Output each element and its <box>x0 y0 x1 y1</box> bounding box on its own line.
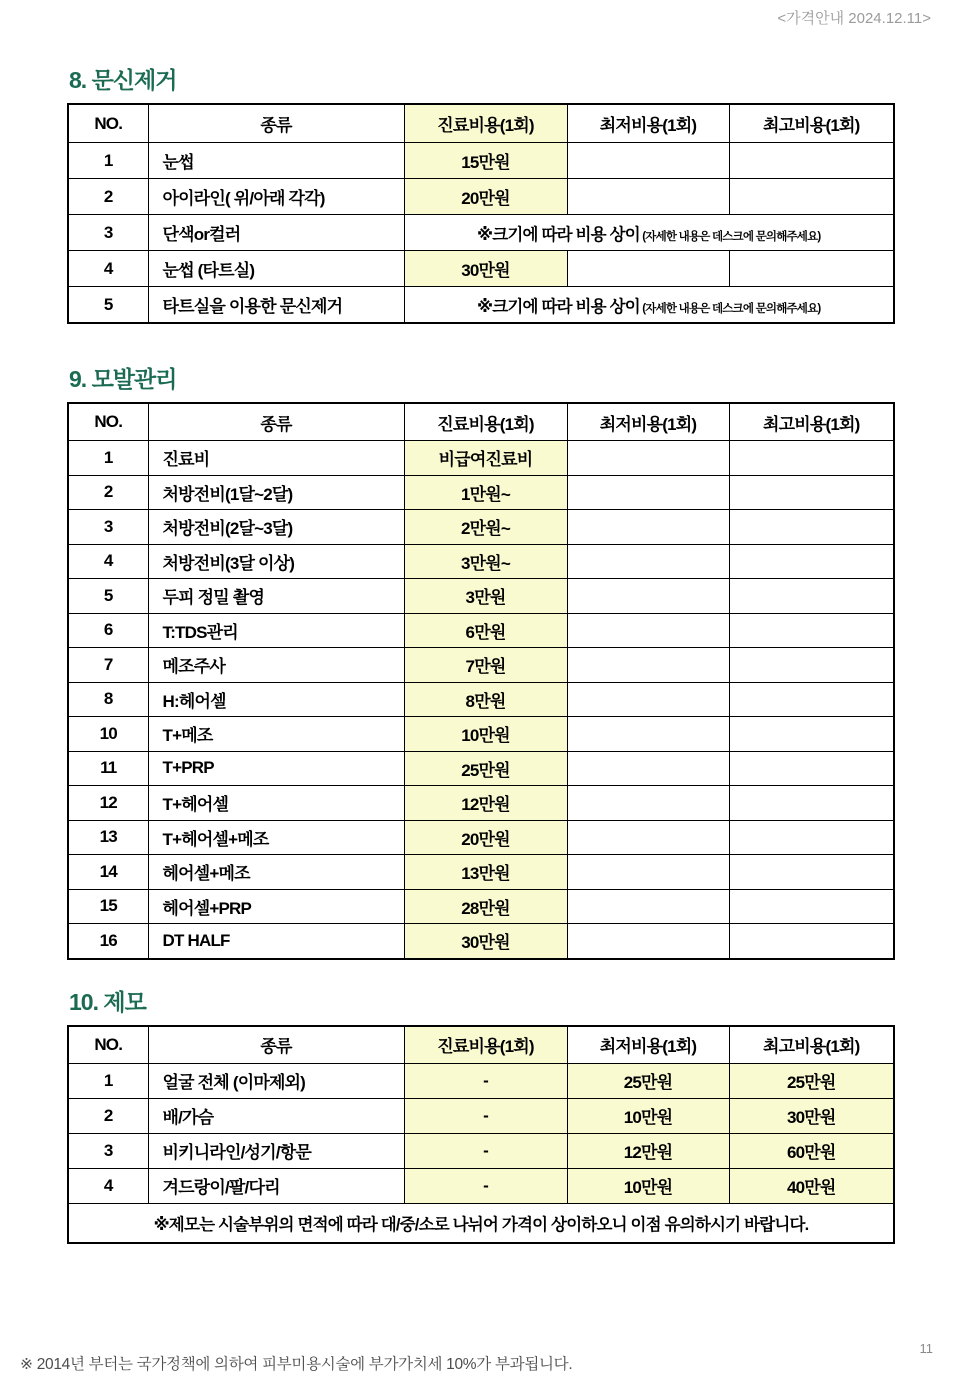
row-price-note <box>404 287 894 324</box>
row-item-name: 눈썹 (타트실) <box>148 251 404 287</box>
table-header-row <box>68 1026 894 1064</box>
table-row <box>68 215 894 251</box>
row-item-name: 단색or컬러 <box>148 215 404 251</box>
row-treatment-cost: 10만원 <box>404 717 567 752</box>
row-item-name: 눈썹 <box>148 143 404 179</box>
note-main-text: ※크기에 따라 비용 상이 <box>477 225 640 244</box>
row-max-cost <box>729 579 894 614</box>
row-max-cost <box>729 751 894 786</box>
page-number: 11 <box>919 1341 933 1356</box>
row-treatment-cost: 3만원~ <box>404 544 567 579</box>
row-treatment-cost: 2만원~ <box>404 510 567 545</box>
section-title-hair-care: 9. 모발관리 <box>69 366 177 392</box>
table-header-row <box>68 403 894 441</box>
column-header: 최저비용(1회) <box>567 403 729 441</box>
row-number: 1 <box>68 1063 148 1098</box>
table-row <box>68 251 894 287</box>
content-area <box>67 66 893 1244</box>
row-treatment-cost: 30만원 <box>404 251 567 287</box>
row-number: 3 <box>68 510 148 545</box>
table-row <box>68 855 894 890</box>
table-row <box>68 544 894 579</box>
row-min-cost <box>567 889 729 924</box>
column-header: 진료비용(1회) <box>404 1026 567 1064</box>
table-row <box>68 1063 894 1098</box>
row-treatment-cost: 12만원 <box>404 786 567 821</box>
row-number: 8 <box>68 682 148 717</box>
row-max-cost <box>729 855 894 890</box>
row-item-name: 헤어셀+PRP <box>148 889 404 924</box>
row-number: 2 <box>68 179 148 215</box>
row-max-cost: 30만원 <box>729 1098 894 1133</box>
price-table-hair-removal <box>67 1025 895 1244</box>
row-treatment-cost: - <box>404 1098 567 1133</box>
row-min-cost <box>567 613 729 648</box>
row-number: 5 <box>68 579 148 614</box>
table-row <box>68 510 894 545</box>
row-number: 2 <box>68 475 148 510</box>
table-row <box>68 820 894 855</box>
column-header: 최저비용(1회) <box>567 1026 729 1064</box>
row-max-cost <box>729 613 894 648</box>
note-main-text: ※크기에 따라 비용 상이 <box>477 297 640 316</box>
row-max-cost <box>729 510 894 545</box>
row-item-name: 배/가슴 <box>148 1098 404 1133</box>
table-row <box>68 786 894 821</box>
table-row <box>68 648 894 683</box>
row-item-name: 헤어셀+메조 <box>148 855 404 890</box>
table-row <box>68 924 894 959</box>
price-table-tattoo-removal <box>67 103 895 324</box>
row-item-name: H:헤어셀 <box>148 682 404 717</box>
column-header: 종류 <box>148 1026 404 1064</box>
row-item-name: 처방전비(1달~2달) <box>148 475 404 510</box>
row-treatment-cost: 3만원 <box>404 579 567 614</box>
row-treatment-cost: 8만원 <box>404 682 567 717</box>
row-max-cost: 25만원 <box>729 1063 894 1098</box>
row-min-cost <box>567 441 729 476</box>
row-treatment-cost: - <box>404 1133 567 1168</box>
note-sub-text: (자세한 내용은 데스크에 문의해주세요) <box>639 302 821 315</box>
row-treatment-cost: 15만원 <box>404 143 567 179</box>
row-item-name: 진료비 <box>148 441 404 476</box>
column-header: 종류 <box>148 104 404 143</box>
row-min-cost <box>567 924 729 959</box>
table-row <box>68 179 894 215</box>
row-min-cost <box>567 579 729 614</box>
column-header: 종류 <box>148 403 404 441</box>
row-max-cost <box>729 544 894 579</box>
row-min-cost: 10만원 <box>567 1098 729 1133</box>
column-header: NO. <box>68 104 148 143</box>
section-title-hair-removal: 10. 제모 <box>69 988 146 1015</box>
row-treatment-cost: - <box>404 1168 567 1203</box>
row-treatment-cost: 30만원 <box>404 924 567 959</box>
table-header-row <box>68 104 894 143</box>
row-min-cost: 12만원 <box>567 1133 729 1168</box>
row-number: 5 <box>68 287 148 324</box>
row-number: 1 <box>68 143 148 179</box>
row-item-name: 아이라인( 위/아래 각각) <box>148 179 404 215</box>
row-number: 2 <box>68 1098 148 1133</box>
vat-footnote: ※ 2014년 부터는 국가정책에 의하여 피부미용시술에 부가가치세 10%가 부과됩니다. <box>20 1356 573 1373</box>
table-row <box>68 751 894 786</box>
table-row <box>68 1168 894 1203</box>
row-min-cost <box>567 143 729 179</box>
table-row <box>68 441 894 476</box>
row-max-cost <box>729 682 894 717</box>
table-row <box>68 1098 894 1133</box>
row-number: 16 <box>68 924 148 959</box>
row-min-cost <box>567 475 729 510</box>
row-item-name: T:TDS관리 <box>148 613 404 648</box>
row-treatment-cost: 20만원 <box>404 820 567 855</box>
row-number: 14 <box>68 855 148 890</box>
row-max-cost <box>729 179 894 215</box>
row-min-cost <box>567 251 729 287</box>
column-header: NO. <box>68 1026 148 1064</box>
row-treatment-cost: - <box>404 1063 567 1098</box>
row-min-cost <box>567 648 729 683</box>
price-guide-date: <가격안내 2024.12.11> <box>777 10 931 27</box>
row-min-cost <box>567 544 729 579</box>
row-number: 12 <box>68 786 148 821</box>
column-header: 진료비용(1회) <box>404 104 567 143</box>
row-item-name: 타트실을 이용한 문신제거 <box>148 287 404 324</box>
price-table-hair-care <box>67 402 895 960</box>
table-row <box>68 717 894 752</box>
row-treatment-cost: 28만원 <box>404 889 567 924</box>
row-item-name: T+헤어셀+메조 <box>148 820 404 855</box>
table-row <box>68 143 894 179</box>
row-number: 11 <box>68 751 148 786</box>
row-number: 4 <box>68 1168 148 1203</box>
section-hair-care <box>67 365 893 960</box>
row-max-cost <box>729 889 894 924</box>
row-min-cost: 10만원 <box>567 1168 729 1203</box>
row-number: 4 <box>68 251 148 287</box>
row-max-cost <box>729 924 894 959</box>
row-min-cost <box>567 179 729 215</box>
row-item-name: 두피 정밀 촬영 <box>148 579 404 614</box>
section-hair-removal <box>67 988 893 1244</box>
table-row <box>68 475 894 510</box>
row-number: 3 <box>68 215 148 251</box>
row-max-cost <box>729 143 894 179</box>
row-min-cost <box>567 717 729 752</box>
table-footnote: ※제모는 시술부위의 면적에 따라 대/중/소로 나뉘어 가격이 상이하오니 이점 유의하시기 바랍니다. <box>68 1203 894 1243</box>
row-max-cost: 40만원 <box>729 1168 894 1203</box>
row-number: 1 <box>68 441 148 476</box>
row-item-name: T+PRP <box>148 751 404 786</box>
section-tattoo-removal <box>67 66 893 324</box>
row-item-name: 메조주사 <box>148 648 404 683</box>
column-header: NO. <box>68 403 148 441</box>
row-min-cost <box>567 751 729 786</box>
row-treatment-cost: 1만원~ <box>404 475 567 510</box>
column-header: 최저비용(1회) <box>567 104 729 143</box>
row-item-name: 얼굴 전체 (이마제외) <box>148 1063 404 1098</box>
table-row <box>68 889 894 924</box>
row-treatment-cost: 6만원 <box>404 613 567 648</box>
row-item-name: 처방전비(2달~3달) <box>148 510 404 545</box>
row-number: 13 <box>68 820 148 855</box>
row-min-cost: 25만원 <box>567 1063 729 1098</box>
row-max-cost: 60만원 <box>729 1133 894 1168</box>
section-title-tattoo-removal: 8. 문신제거 <box>69 67 177 93</box>
row-max-cost <box>729 648 894 683</box>
row-number: 7 <box>68 648 148 683</box>
table-row <box>68 613 894 648</box>
row-treatment-cost: 비급여진료비 <box>404 441 567 476</box>
row-number: 4 <box>68 544 148 579</box>
column-header: 진료비용(1회) <box>404 403 567 441</box>
table-row <box>68 682 894 717</box>
row-min-cost <box>567 820 729 855</box>
column-header: 최고비용(1회) <box>729 1026 894 1064</box>
row-max-cost <box>729 786 894 821</box>
row-number: 6 <box>68 613 148 648</box>
row-item-name: DT HALF <box>148 924 404 959</box>
row-max-cost <box>729 717 894 752</box>
note-sub-text: (자세한 내용은 데스크에 문의해주세요) <box>639 230 821 243</box>
table-row <box>68 579 894 614</box>
row-max-cost <box>729 441 894 476</box>
row-max-cost <box>729 475 894 510</box>
row-treatment-cost: 20만원 <box>404 179 567 215</box>
table-row <box>68 287 894 324</box>
row-item-name: 비키니라인/성기/항문 <box>148 1133 404 1168</box>
row-item-name: T+헤어셀 <box>148 786 404 821</box>
row-min-cost <box>567 855 729 890</box>
row-min-cost <box>567 510 729 545</box>
row-item-name: T+메조 <box>148 717 404 752</box>
row-treatment-cost: 25만원 <box>404 751 567 786</box>
row-treatment-cost: 7만원 <box>404 648 567 683</box>
table-footer-row <box>68 1203 894 1243</box>
column-header: 최고비용(1회) <box>729 403 894 441</box>
column-header: 최고비용(1회) <box>729 104 894 143</box>
row-item-name: 겨드랑이/팔/다리 <box>148 1168 404 1203</box>
table-row <box>68 1133 894 1168</box>
row-number: 3 <box>68 1133 148 1168</box>
row-min-cost <box>567 786 729 821</box>
row-number: 10 <box>68 717 148 752</box>
row-price-note <box>404 215 894 251</box>
row-min-cost <box>567 682 729 717</box>
row-max-cost <box>729 251 894 287</box>
row-number: 15 <box>68 889 148 924</box>
row-treatment-cost: 13만원 <box>404 855 567 890</box>
row-max-cost <box>729 820 894 855</box>
row-item-name: 처방전비(3달 이상) <box>148 544 404 579</box>
